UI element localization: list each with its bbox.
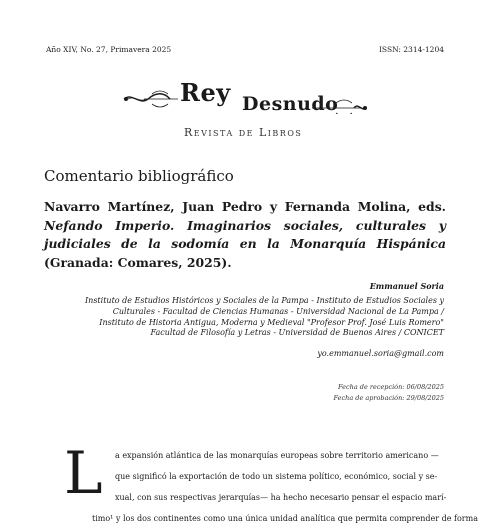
title-publisher: (Granada: Comares, 2025). <box>44 254 232 270</box>
body-text-line: xual, con sus respectivas jerarquías— ha hecho necesario pensar el espacio marí- <box>115 493 447 502</box>
body-text-line: timo¹ y los dos continentes como una única unidad analítica que permita comprender de forma <box>92 514 478 523</box>
received-date: Fecha de recepción: 06/08/2025 <box>338 383 444 391</box>
title-book: Nefando Imperio. Imaginarios sociales, culturales y judiciales de la sodomía en la Monarquía Hispánica <box>44 217 446 251</box>
issn: ISSN: 2314-1204 <box>378 45 444 54</box>
review-author: Emmanuel Soria <box>369 281 444 291</box>
title-authors: Navarro Martínez, Juan Pedro y Fernanda Molina, eds. <box>44 199 446 214</box>
body-text-line: a expansión atlántica de las monarquías europeas sobre territorio americano — <box>115 451 439 460</box>
author-email-link[interactable]: yo.emmanuel.soria@gmail.com <box>317 349 444 358</box>
approved-date: Fecha de aprobación: 29/08/2025 <box>333 394 444 402</box>
journal-logo <box>122 76 368 150</box>
section-heading: Comentario bibliográfico <box>44 167 234 185</box>
logo-subtitle: Revista de Libros <box>184 126 303 139</box>
logo-word-desnudo: Desnudo <box>242 93 339 115</box>
affiliation-line: Instituto de Estudios Históricos y Sociales de la Pampa - Instituto de Estudios Sociales y <box>85 296 444 305</box>
logo-word-rey: Rey <box>180 78 231 107</box>
body-text-line: que significó la exportación de todo un sistema político, económico, social y se- <box>115 472 438 481</box>
affiliation-line: Instituto de Historia Antigua, Moderna y Medieval "Profesor Prof. José Luis Romero" <box>99 317 444 327</box>
affiliation-line: Facultad de Filosofía y Letras - Universidad de Buenos Aires / CONICET <box>150 328 444 338</box>
affiliation-line: Culturales - Facultad de Ciencias Humanas - Universidad Nacional de La Pampa / <box>112 306 444 316</box>
drop-cap: L <box>64 439 103 507</box>
review-title <box>44 198 446 272</box>
author-affiliation <box>44 296 444 339</box>
issue-info: Año XIV, No. 27, Primavera 2025 <box>46 45 172 54</box>
